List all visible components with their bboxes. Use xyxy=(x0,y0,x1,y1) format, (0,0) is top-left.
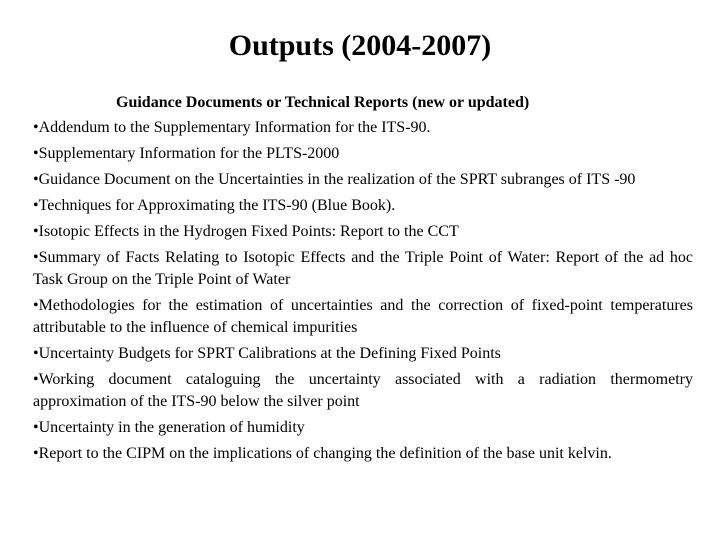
bullet-icon: • xyxy=(33,419,39,436)
list-item-text: Working document cataloguing the uncertainty associated with a radiation thermometry approximation of the ITS-90 below the silver point xyxy=(33,371,693,410)
list-item xyxy=(33,143,693,165)
bullet-icon: • xyxy=(33,297,39,314)
list-item-text: Isotopic Effects in the Hydrogen Fixed Points: Report to the CCT xyxy=(38,223,459,240)
list-item-text: Supplementary Information for the PLTS-2000 xyxy=(38,145,340,162)
bullet-icon: • xyxy=(33,119,39,136)
list-item xyxy=(33,247,693,291)
bullet-icon: • xyxy=(33,145,39,162)
section-subheading: Guidance Documents or Technical Reports (new or updated) xyxy=(116,94,530,111)
list-item-text: Guidance Document on the Uncertainties in the realization of the SPRT subranges of ITS -90 xyxy=(38,171,636,188)
bullet-list xyxy=(33,117,693,465)
list-item xyxy=(33,295,693,339)
bullet-icon: • xyxy=(33,345,39,362)
slide-content xyxy=(33,92,693,469)
bullet-icon: • xyxy=(33,249,39,266)
list-item xyxy=(33,343,693,365)
list-item-text: Uncertainty in the generation of humidity xyxy=(38,419,305,436)
list-item-text: Techniques for Approximating the ITS-90 (Blue Book). xyxy=(38,197,396,214)
bullet-icon: • xyxy=(33,197,39,214)
list-item xyxy=(33,369,693,413)
bullet-icon: • xyxy=(33,445,39,462)
list-item-text: Methodologies for the estimation of uncertainties and the correction of fixed-point temperatures attributable to the influence of chemical impurities xyxy=(33,297,693,336)
list-item-text: Uncertainty Budgets for SPRT Calibrations at the Defining Fixed Points xyxy=(38,345,501,362)
bullet-icon: • xyxy=(33,171,39,188)
list-item-text: Report to the CIPM on the implications of changing the definition of the base unit kelvin. xyxy=(38,445,612,462)
list-item xyxy=(33,117,693,139)
list-item-text: Summary of Facts Relating to Isotopic Effects and the Triple Point of Water: Report of the ad hoc Task Group on the Triple Point of Water xyxy=(33,249,693,288)
list-item-text: Addendum to the Supplementary Information for the ITS-90. xyxy=(38,119,431,136)
list-item xyxy=(33,417,693,439)
slide-title: Outputs (2004-2007) xyxy=(228,29,492,62)
list-item xyxy=(33,443,693,465)
list-item xyxy=(33,169,693,191)
list-item xyxy=(33,195,693,217)
list-item xyxy=(33,221,693,243)
bullet-icon: • xyxy=(33,371,39,388)
bullet-icon: • xyxy=(33,223,39,240)
